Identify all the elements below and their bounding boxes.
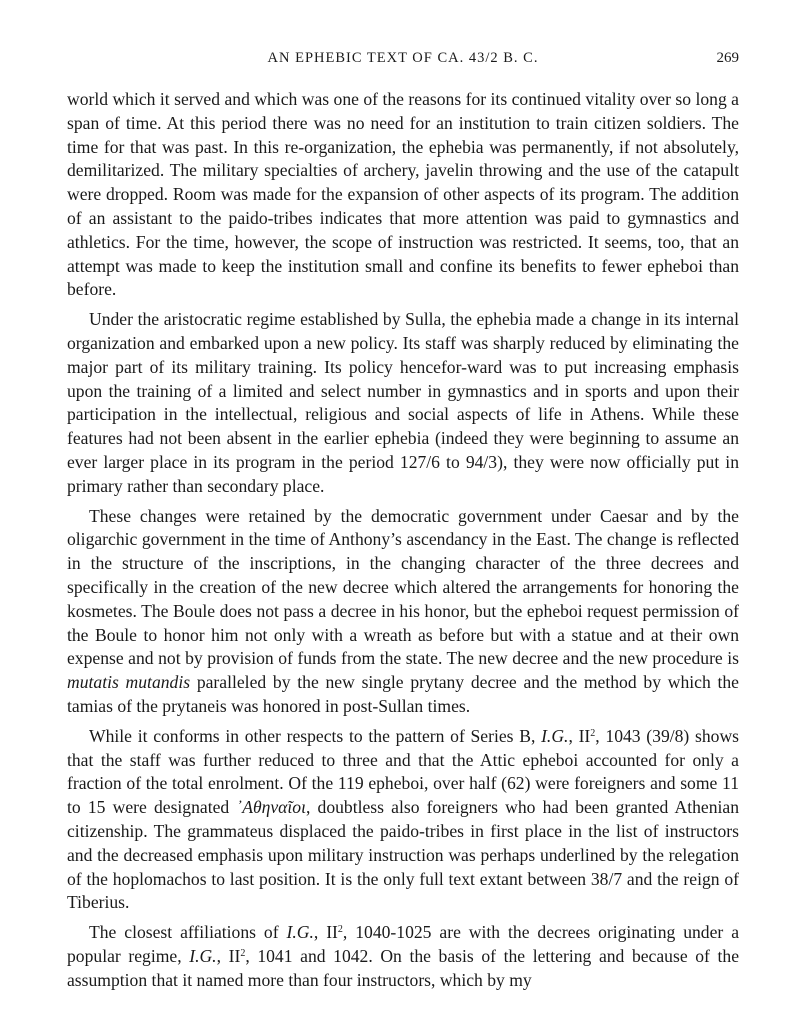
- citation-ig: I.G.: [189, 945, 217, 966]
- paragraph-2-text: Under the aristocratic regime established by Sulla, the ephebia made a change in its internal organization and embarked upon a new policy. Its staff was sharply reduced by eliminating the major part of its military training. Its policy hencefor-ward was to put increasing emphasis upon the training of a limited and select number in gymnastics and in sports and upon their participation in the intellectual, religious and social aspects of life in Athens. While these features had not been absent in the earlier ephebia (indeed they were beginning to assume an ever larger place in its program in the period 127/6 to 94/3), they were now officially put in primary rather than secondary place.: [67, 309, 739, 496]
- paragraph-5-text-c: , 1041 and 1042. On the basis of the lettering and because of the assumption that it named more than four instructors, which by my: [67, 945, 739, 990]
- citation-edition: 2: [590, 727, 596, 739]
- paragraph-1-text: world which it served and which was one of the reasons for its continued vitality over so long a span of time. At this period there was no need for an institution to train citizen soldiers. The time for that was past. In this re-organization, the ephebia was permanently, if not absolutely, demilitarized. The military specialties of archery, javelin throwing and the use of the catapult were dropped. Room was made for the expansion of other aspects of its program. The addition of an assistant to the paido-tribes indicates that more attention was paid to gymnastics and athletics. For the time, however, the scope of instruction was restricted. It seems, too, that an attempt was made to keep the institution small and confine its benefits to fewer epheboi than before.: [67, 89, 739, 300]
- paragraph-4-text-b: , 1043 (39/8) shows that the staff was further reduced to three and that the Attic epheboi accounted for only a fraction of the total enrolment. Of the 119 epheboi, over half (62) were foreigners and some 11 to 15 were designated: [67, 725, 739, 818]
- paragraph-3: [67, 505, 739, 719]
- paragraph-3-text-b: paralleled by the new single prytany decree and the method by which the tamias of the prytaneis was honored in post-Sullan times.: [67, 672, 739, 716]
- running-title: AN EPHEBIC TEXT OF CA. 43/2 B. C.: [267, 50, 539, 66]
- paragraph-4-text-c: , doubtless also foreigners who had been granted Athenian citizenship. The grammateus displaced the paido-tribes in first place in the list of instructors and the decreased emphasis upon military instruction was perhaps underlined by the relegation of the hoplomachos to last position. It is the only full text extant between 38/7 and the reign of Tiberius.: [67, 797, 740, 913]
- page-number: 269: [716, 50, 739, 66]
- citation-volume: , II: [568, 725, 591, 746]
- running-head: [67, 46, 739, 70]
- paragraph-3-text-a: These changes were retained by the democratic government under Caesar and by the oligarchic government in the time of Anthony’s ascendancy in the East. The change is reflected in the structure of the inscriptions, in the changing character of the three decrees and specifically in the creation of the new decree which altered the arrangements for honoring the kosmetes. The Boule does not pass a decree in his honor, but the epheboi request permission of the Boule to honor him not only with a wreath as before but with a statue and at their own expense and not by provision of funds from the state. The new decree and the new procedure is: [67, 505, 739, 669]
- paragraph-5-text-a: The closest affiliations of: [89, 922, 287, 943]
- paragraph-5-text-b: , 1040-1025 are with the decrees originating under a popular regime,: [67, 922, 740, 966]
- paragraph-5: [67, 921, 739, 992]
- paragraph-4: [67, 725, 739, 915]
- citation-edition: 2: [337, 924, 343, 936]
- citation-ig: I.G.: [541, 725, 569, 746]
- paragraph-1: [67, 88, 739, 302]
- citation-volume: , II: [313, 922, 338, 943]
- body-text: [67, 88, 739, 992]
- citation-ig: I.G.: [286, 922, 314, 943]
- paragraph-2: [67, 308, 739, 498]
- page: [67, 46, 739, 998]
- latin-phrase: mutatis mutandis: [67, 672, 191, 693]
- greek-term: ᾿Αθηναῖοι: [236, 797, 306, 818]
- citation-edition: 2: [240, 947, 246, 959]
- citation-volume: , II: [216, 945, 241, 966]
- paragraph-4-text-a: While it conforms in other respects to the pattern of Series B,: [89, 725, 542, 746]
